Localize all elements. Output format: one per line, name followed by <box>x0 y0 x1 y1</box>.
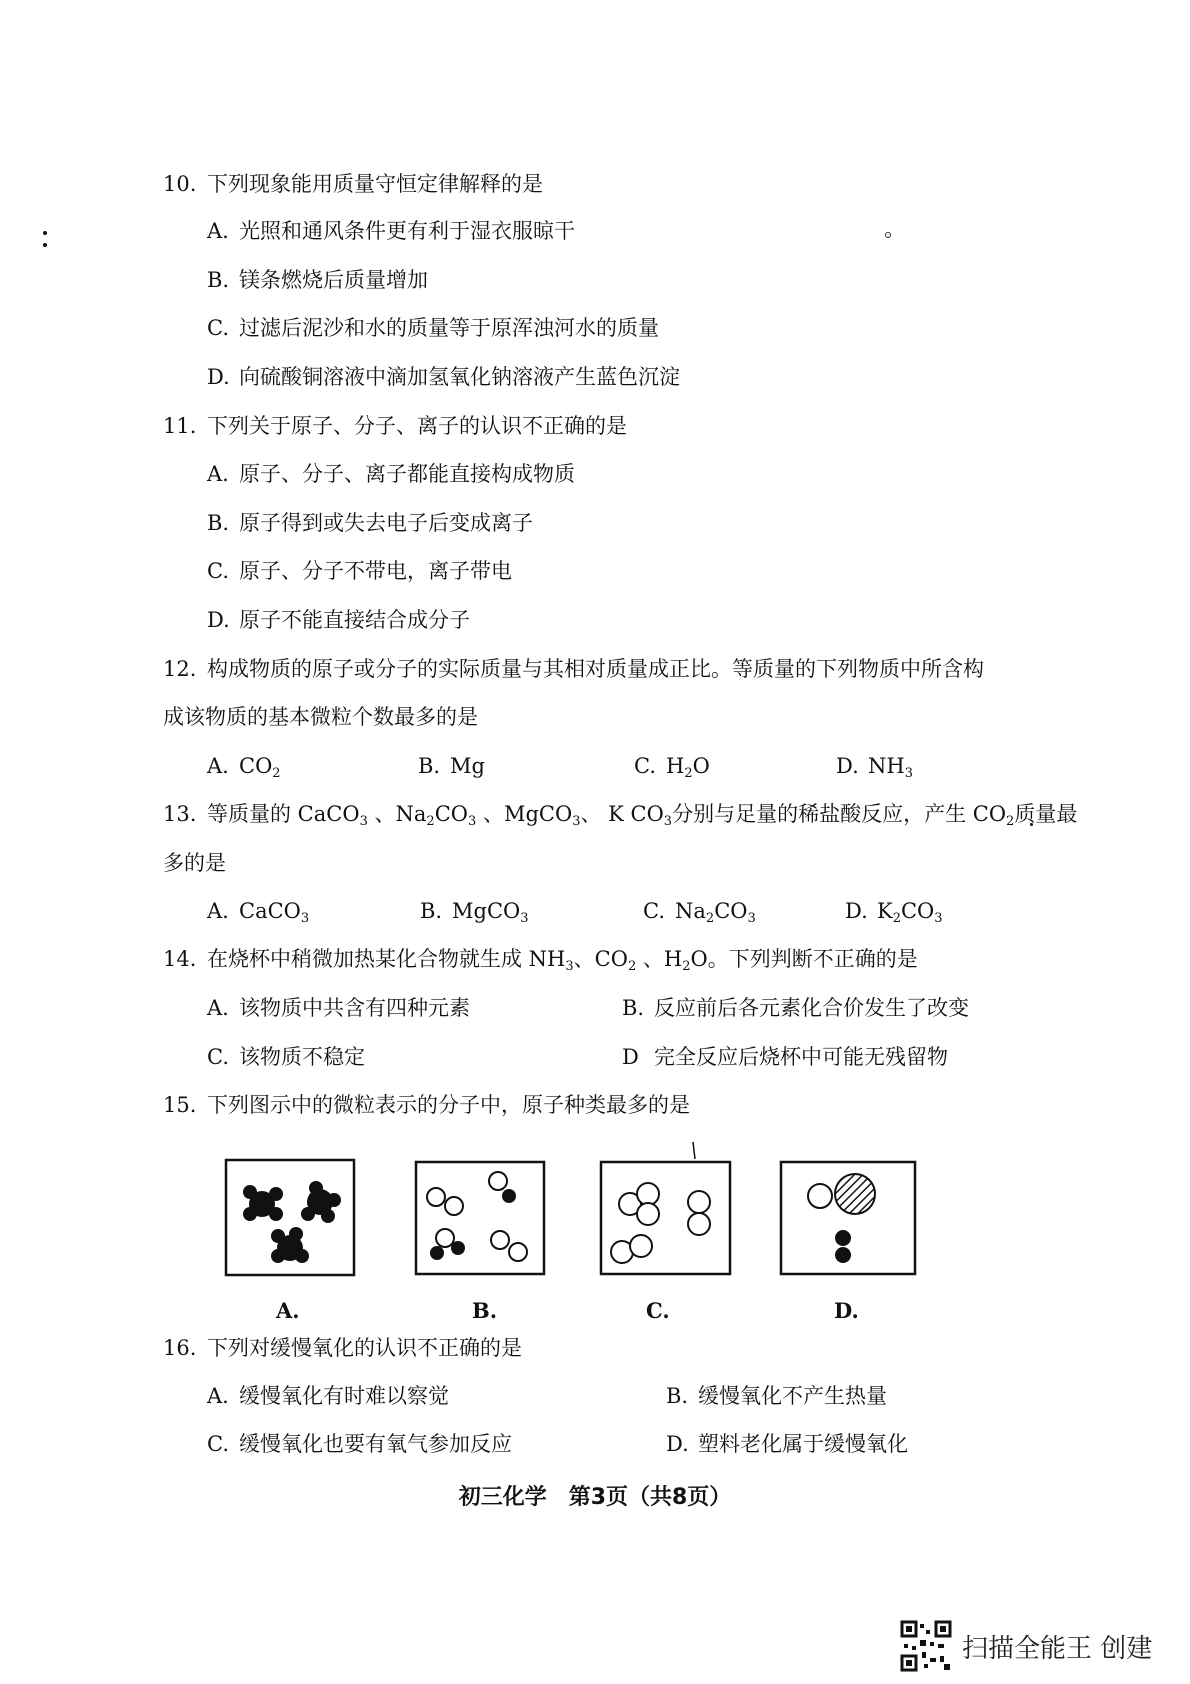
question-13-option-b: B. MgCO$_3$ <box>420 899 529 926</box>
question-15-stem: 15. 下列图示中的微粒表示的分子中，原子种类最多的是 <box>163 1093 690 1117</box>
molecule-a3 <box>271 1227 309 1263</box>
figure-label-a: A. <box>276 1298 300 1323</box>
molecule-c3 <box>611 1235 652 1263</box>
question-10-option-a: A. 光照和通风条件更有利于湿衣服晾干 <box>207 219 575 243</box>
question-12-option-a: A. $CO_2$ <box>207 754 281 781</box>
question-12-option-d: D. $NH_3$ <box>836 754 913 781</box>
figure-label-d: D. <box>834 1298 859 1323</box>
figure-label-c: C. <box>646 1298 670 1323</box>
question-13-option-a: A. CaCO$_3$ <box>207 899 310 926</box>
watermark-text: 扫描全能王 创建 <box>962 1634 1153 1664</box>
question-11-option-b: B. 原子得到或失去电子后变成离子 <box>207 511 533 535</box>
question-10-stem: 10. 下列现象能用质量守恒定律解释的是 <box>163 172 543 196</box>
question-14-stem: 14. 在烧杯中稍微加热某化合物就生成 $NH_3$、$CO_2$ 、$H_2O$。下列判断不正确的是 <box>163 947 918 974</box>
question-11-option-a: A. 原子、分子、离子都能直接构成物质 <box>207 462 575 486</box>
molecule-b4 <box>491 1231 527 1261</box>
molecule-c2 <box>688 1191 710 1235</box>
question-16-option-d: D. 塑料老化属于缓慢氧化 <box>666 1432 908 1456</box>
molecule-b2 <box>489 1172 516 1203</box>
qr-code-icon <box>900 1620 952 1672</box>
page-footer: 初三化学 第3页（共8页） <box>458 1485 732 1510</box>
molecule-d2 <box>835 1230 851 1263</box>
question-14-option-b: B. 反应前后各元素化合价发生了改变 <box>622 996 969 1020</box>
question-13-option-d: D. $K_2CO_3$ <box>845 899 943 926</box>
question-13-stem-line1: 13. 等质量的 CaCO$_3$ 、$Na_2CO_3$ 、MgCO$_3$、 K $CO_3$分别与足量的稀盐酸反应，产生 $CO_2$质量最 <box>163 802 1078 829</box>
question-10-option-d: D. 向硫酸铜溶液中滴加氢氧化钠溶液产生蓝色沉淀 <box>207 365 680 389</box>
question-11-stem: 11. 下列关于原子、分子、离子的认识不正确的是 <box>163 414 627 438</box>
question-16-option-b: B. 缓慢氧化不产生热量 <box>666 1384 887 1408</box>
question-13-option-c: C. $Na_2CO_3$ <box>643 899 756 926</box>
question-16-option-a: A. 缓慢氧化有时难以察觉 <box>207 1384 449 1408</box>
molecule-a1 <box>243 1185 283 1221</box>
molecule-a2 <box>301 1181 341 1223</box>
question-10-option-c: C. 过滤后泥沙和水的质量等于原浑浊河水的质量 <box>207 316 659 340</box>
question-13-stem-line2: 多的是 <box>163 851 226 875</box>
scanner-watermark <box>900 1620 1170 1670</box>
question-11-option-c: C. 原子、分子不带电，离子带电 <box>207 559 512 583</box>
question-12-option-b: B. Mg <box>418 754 485 778</box>
question-14-option-c: C. 该物质不稳定 <box>207 1045 365 1069</box>
question-10-option-b: B. 镁条燃烧后质量增加 <box>207 268 428 292</box>
question-12-option-c: C. $H_2O$ <box>634 754 710 781</box>
question-16-option-c: C. 缓慢氧化也要有氧气参加反应 <box>207 1432 512 1456</box>
scan-mark <box>693 1142 695 1159</box>
molecule-b1 <box>427 1188 463 1215</box>
question-14-option-d: D 完全反应后烧杯中可能无残留物 <box>622 1045 948 1069</box>
question-12-stem-line1: 12. 构成物质的原子或分子的实际质量与其相对质量成正比。等质量的下列物质中所含构 <box>163 657 984 681</box>
question-12-stem-line2: 成该物质的基本微粒个数最多的是 <box>163 705 478 729</box>
question-14-option-a: A. 该物质中共含有四种元素 <box>207 996 470 1020</box>
figure-label-b: B. <box>472 1298 498 1323</box>
molecule-d1 <box>808 1174 875 1214</box>
molecule-b3 <box>430 1229 465 1260</box>
question-16-stem: 16. 下列对缓慢氧化的认识不正确的是 <box>163 1336 522 1360</box>
question-11-option-d: D. 原子不能直接结合成分子 <box>207 608 470 632</box>
molecule-c1 <box>619 1183 659 1225</box>
